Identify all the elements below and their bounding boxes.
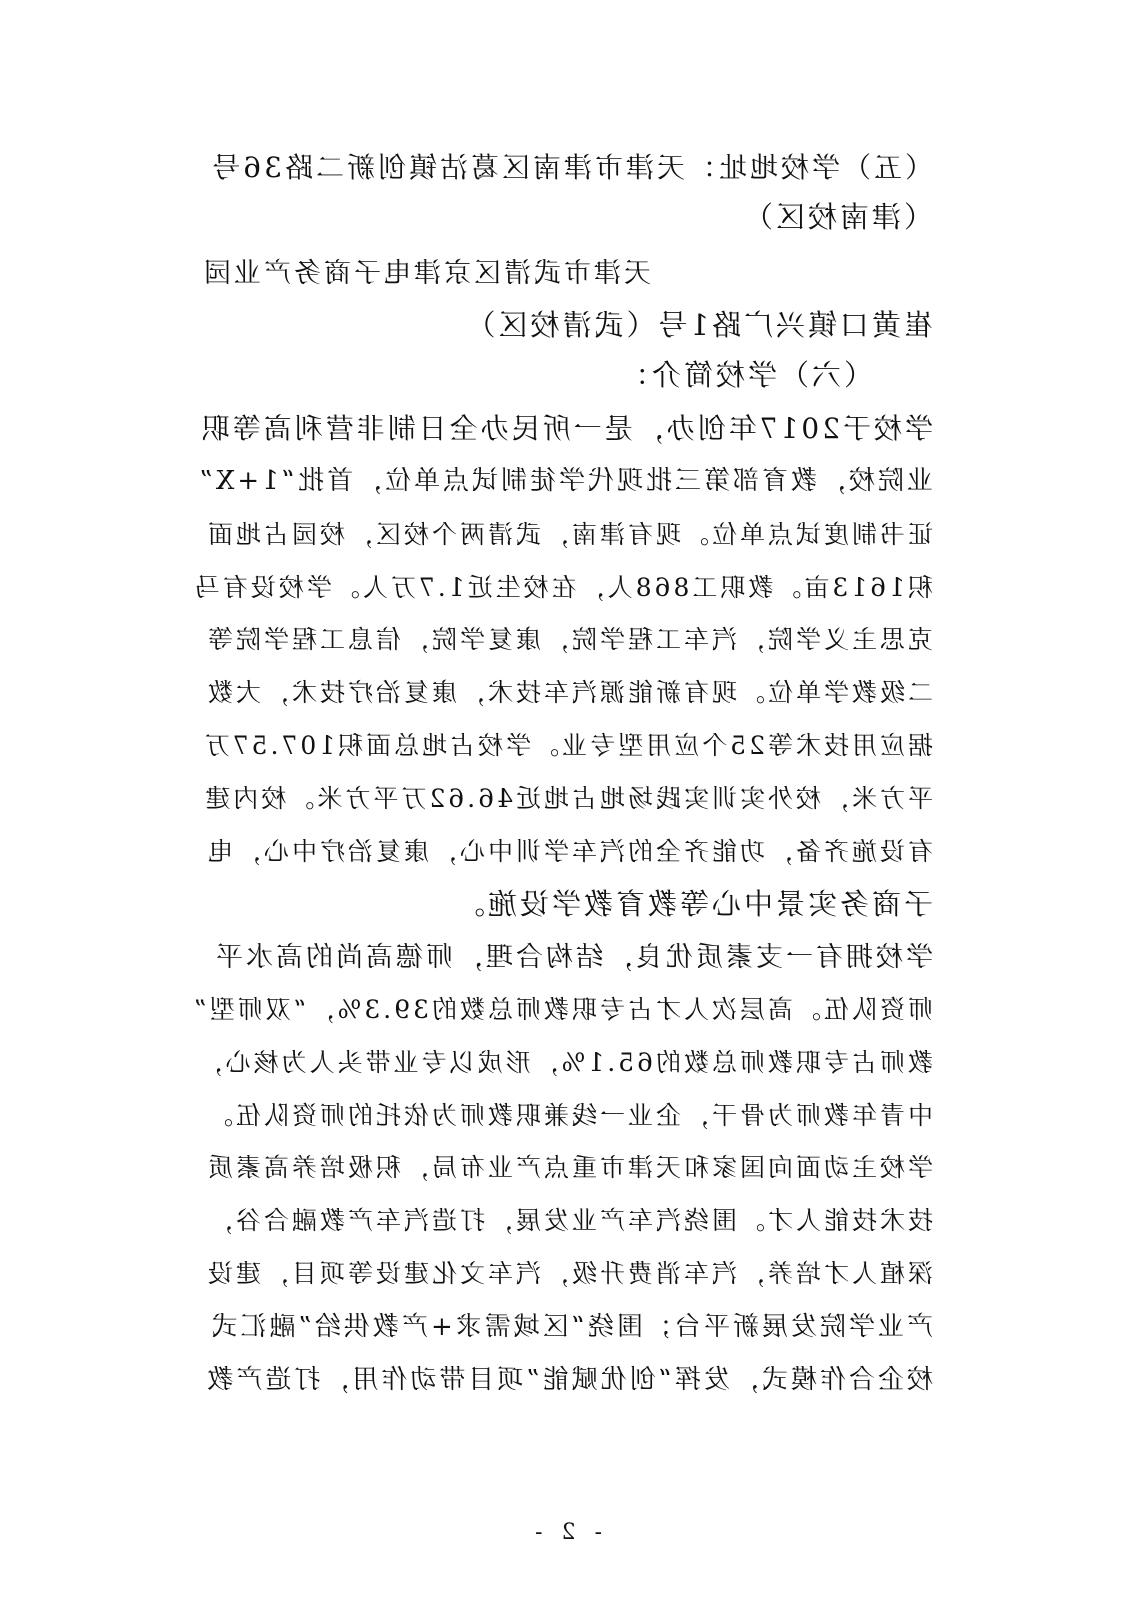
text-line: 深植人才培养，汽车消费升级，汽车文化建设等项目，建设 [204, 1259, 933, 1288]
text-line: 师资队伍。高层次人才占专职教师总数的39.3%，“双师型” [191, 995, 933, 1024]
text-line: 技术技能人才。围绕汽车产业发展，打造汽车产教融合谷， [204, 1206, 933, 1235]
text-line: 学校于2017年创办，是一所民办全日制非营利高等职 [198, 412, 933, 445]
text-line: 教师占专职教师总数的65.1%，形成以专业带头人为核心， [194, 1048, 933, 1077]
text-line: 产业学院发展新平台；围绕“区域需求+产教供给”融汇式 [208, 1312, 933, 1342]
text-line: 平方米，校外实训实践场地占地近46.62万平方米。校内建 [202, 784, 933, 813]
text-line: 证书制度试点单位。现有津南，武清两个校区，校园占地面 [204, 520, 933, 549]
text-line: 克思主义学院，汽车工程学院，康复学院，信息工程学院等 [204, 625, 933, 654]
text-line: （五）学校地址：天津市津南区葛沽镇创新二路36号 [209, 151, 933, 184]
text-line: 有设施齐备，功能齐全的汽车学训中心，康复治疗中心，电 [204, 837, 933, 866]
text-line: 崔黄口镇兴广路1号（武清校区） [463, 308, 933, 342]
text-line: 学校主动面向国家和天津市重点产业布局，积极培养高素质 [204, 1153, 933, 1182]
text-line: （津南校区） [740, 200, 933, 234]
text-line: 二级教学单位。现有新能源汽车技术，康复治疗技术，大数 [204, 678, 933, 707]
text-line: 中青年教师为骨干，企业一线兼职教师为依托的师资队伍。 [204, 1101, 933, 1130]
text-line: 天津市武清区京津电子商务产业园 [201, 258, 651, 289]
text-line: 积1613亩。教职工868人，在校生近1.7万人。学校设有马 [191, 573, 933, 602]
page-number: - 2 - [529, 1520, 602, 1545]
text-line: 校企合作模式，发挥“创优赋能”项目带动作用，打造产教 [204, 1365, 933, 1395]
text-line: 据应用技术等25个应用型专业。学校占地总面积107.57万 [201, 731, 933, 760]
text-line: 业院校，教育部第三批现代学徒制试点单位，首批“1+X” [196, 466, 933, 496]
text-line: 学校拥有一支素质优良，结构合理，师德高尚的高水平 [213, 942, 933, 973]
text-line: （六）学校简介： [616, 358, 873, 392]
text-line: 子商务实景中心等教育教学设施。 [452, 887, 933, 921]
